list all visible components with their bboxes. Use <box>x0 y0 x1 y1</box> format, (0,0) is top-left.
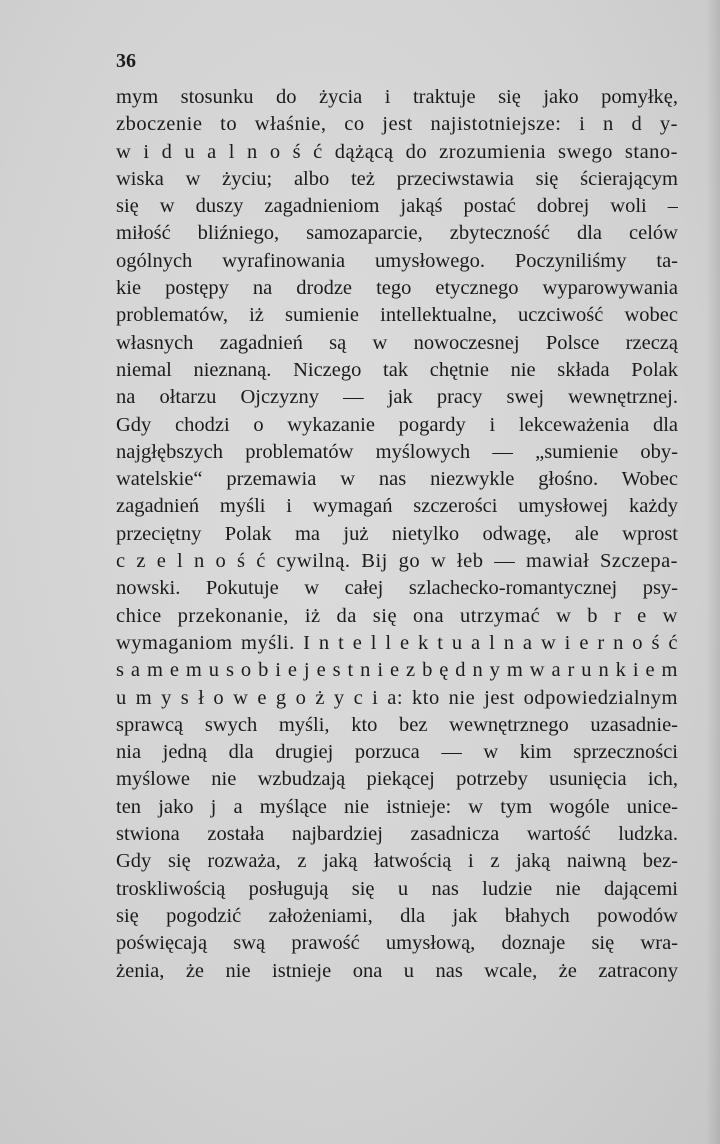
text-line: wymaganiom myśli. I n t e l l e k t u a l n a w i e r n o ś ć <box>116 631 678 654</box>
text-line: problematów, iż sumienie intellektualne, uczciwość wobec <box>116 304 678 327</box>
text-line: mym stosunku do życia i traktuje się jako pomyłkę, <box>116 86 678 108</box>
page-edge-shadow <box>706 0 720 1144</box>
text-line: się w duszy zagadnieniom jakąś postać dobrej woli – <box>116 195 678 218</box>
text-line: się pogodzić założeniami, dla jak błahych powodów <box>116 904 678 927</box>
text-line: przeciętny Polak ma już nietylko odwagę, ale wprost <box>116 522 678 545</box>
body-text <box>116 84 678 985</box>
text-line: c z e l n o ś ć cywilną. Bij go w łeb — mawiał Szczepa- <box>116 550 678 573</box>
text-line: Gdy się rozważa, z jaką łatwością i z jaką naiwną bez- <box>116 850 678 873</box>
text-line: myślowe nie wzbudzają piekącej potrzeby usunięcia ich, <box>116 768 678 791</box>
text-line: troskliwością posługują się u nas ludzie nie dającemi <box>116 877 678 900</box>
text-line: najgłębszych problematów myślowych — „sumienie oby- <box>116 440 678 463</box>
page-number: 36 <box>116 50 136 72</box>
text-line: sprawcą swych myśli, kto bez wewnętrznego uzasadnie- <box>116 713 678 736</box>
text-line: nowski. Pokutuje w całej szlachecko-romantycznej psy- <box>116 577 678 600</box>
text-line: żenia, że nie istnieje ona u nas wcale, że zatracony <box>116 959 678 982</box>
text-line: ten jako j a myślące nie istnieje: w tym wogóle unice- <box>116 795 678 818</box>
text-line: własnych zagadnień są w nowoczesnej Polsce rzeczą <box>116 331 678 354</box>
text-line: wiska w życiu; albo też przeciwstawia się ścierającym <box>116 167 678 190</box>
text-line: u m y s ł o w e g o ż y c i a: kto nie jest odpowiedzialnym <box>116 686 678 709</box>
text-line: watelskie“ przemawia w nas niezwykle głośno. Wobec <box>116 468 678 491</box>
text-line: w i d u a l n o ś ć dążącą do zrozumienia swego stano- <box>116 140 678 163</box>
text-line: zagadnień myśli i wymagań szczerości umysłowej każdy <box>116 495 678 518</box>
text-line: nia jedną dla drugiej porzuca — w kim sprzeczności <box>116 741 678 764</box>
text-line: na ołtarzu Ojczyzny — jak pracy swej wewnętrznej. <box>116 386 678 409</box>
text-line: chice przekonanie, iż da się ona utrzymać w b r e w <box>116 604 678 627</box>
text-line: Gdy chodzi o wykazanie pogardy i lekceważenia dla <box>116 413 678 436</box>
text-line: ogólnych wyrafinowania umysłowego. Poczyniliśmy ta- <box>116 249 678 272</box>
text-line: poświęcają swą prawość umysłową, doznaje się wra- <box>116 932 678 955</box>
text-line: stwiona została najbardziej zasadnicza wartość ludzka. <box>116 823 678 846</box>
text-line: kie postępy na drodze tego etycznego wyparowywania <box>116 277 678 300</box>
text-line: s a m e m u s o b i e j e s t n i e z b ę d n y m w a r u n k i e m <box>116 659 678 682</box>
text-line: miłość bliźniego, samozaparcie, zbyteczność dla celów <box>116 222 678 245</box>
text-line: niemal nieznaną. Niczego tak chętnie nie składa Polak <box>116 358 678 381</box>
text-line: zboczenie to właśnie, co jest najistotniejsze: i n d y- <box>116 113 678 136</box>
